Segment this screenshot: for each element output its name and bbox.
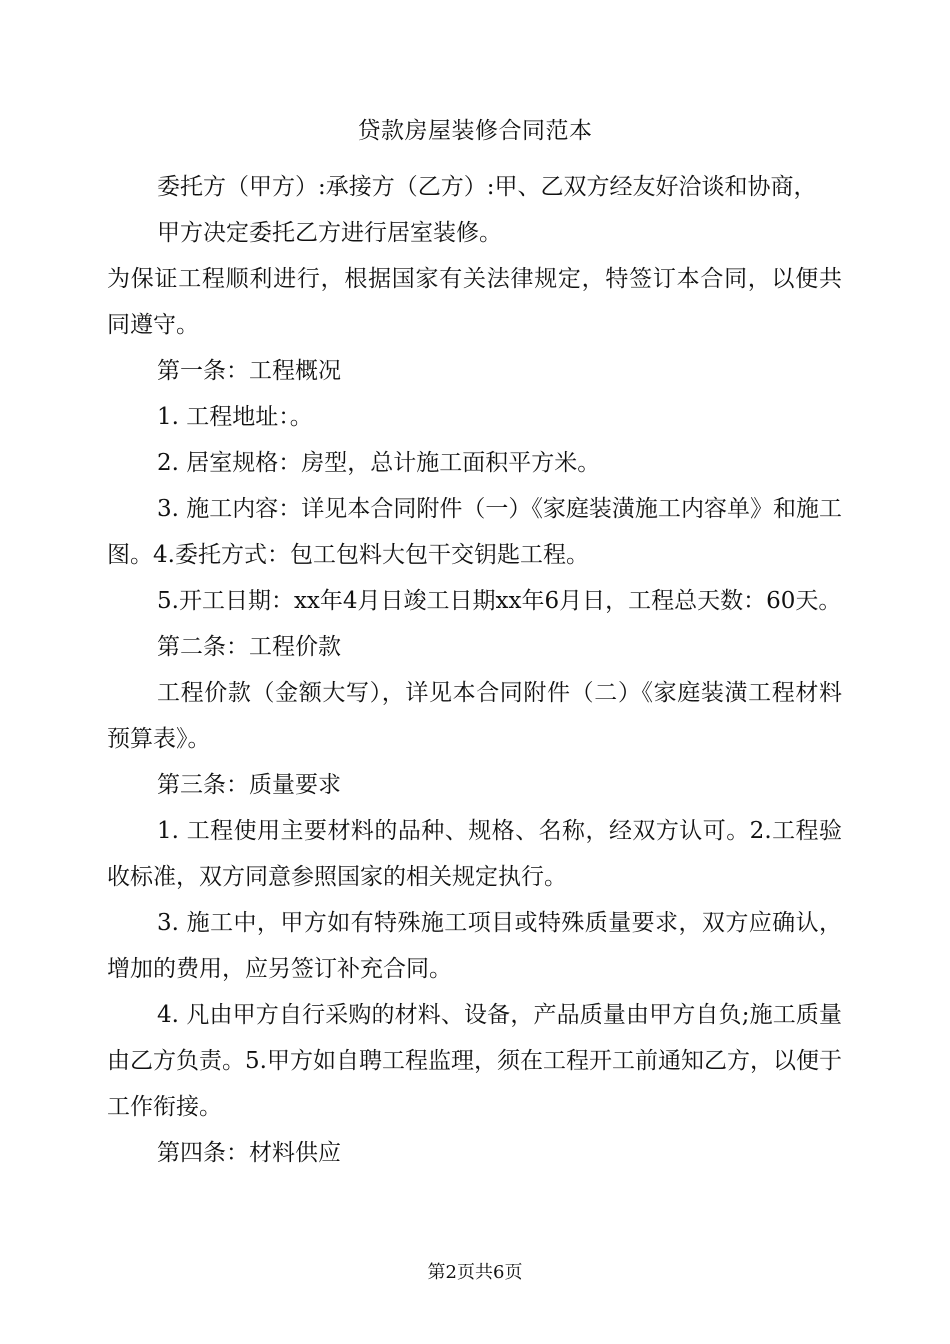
paragraph-decision: 甲方决定委托乙方进行居室装修。 bbox=[157, 220, 502, 246]
paragraph-2-1: 工程价款（金额大写），详见本合同附件（二）《家庭装潢工程材料预算表》。 bbox=[107, 680, 842, 752]
heading-article-2: 第二条：工程价款 bbox=[157, 634, 341, 660]
document-title: 贷款房屋装修合同范本 bbox=[357, 118, 593, 144]
paragraph-3-4: 4. 凡由甲方自行采购的材料、设备，产品质量由甲方自负;施工质量由乙方负责。5.甲方如自聘工程监理，须在工程开工前通知乙方，以便于工作衔接。 bbox=[107, 1002, 842, 1120]
paragraph-1-3: 3. 施工内容：详见本合同附件（一）《家庭装潢施工内容单》和施工图。4.委托方式：包工包料大包干交钥匙工程。 bbox=[107, 496, 842, 568]
heading-article-1: 第一条：工程概况 bbox=[157, 358, 341, 384]
paragraph-purpose: 为保证工程顺利进行，根据国家有关法律规定，特签订本合同，以便共同遵守。 bbox=[107, 266, 842, 338]
paragraph-3-3: 3. 施工中，甲方如有特殊施工项目或特殊质量要求，双方应确认，增加的费用，应另签订补充合同。 bbox=[107, 910, 842, 982]
paragraph-1-5: 5.开工日期：xx年4月日竣工日期xx年6月日，工程总天数：60天。 bbox=[157, 588, 842, 614]
heading-article-4: 第四条：材料供应 bbox=[157, 1140, 341, 1166]
paragraph-1-1: 1. 工程地址：。 bbox=[157, 404, 313, 430]
paragraph-parties: 委托方（甲方）:承接方（乙方）:甲、乙双方经友好洽谈和协商， bbox=[157, 174, 817, 200]
heading-article-3: 第三条：质量要求 bbox=[157, 772, 341, 798]
paragraph-3-1: 1. 工程使用主要材料的品种、规格、名称，经双方认可。2.工程验收标准，双方同意参照国家的相关规定执行。 bbox=[107, 818, 842, 890]
document-body bbox=[107, 164, 842, 1176]
page-footer: 第2页共6页 bbox=[427, 1262, 523, 1283]
paragraph-1-2: 2. 居室规格：房型，总计施工面积平方米。 bbox=[157, 450, 601, 476]
